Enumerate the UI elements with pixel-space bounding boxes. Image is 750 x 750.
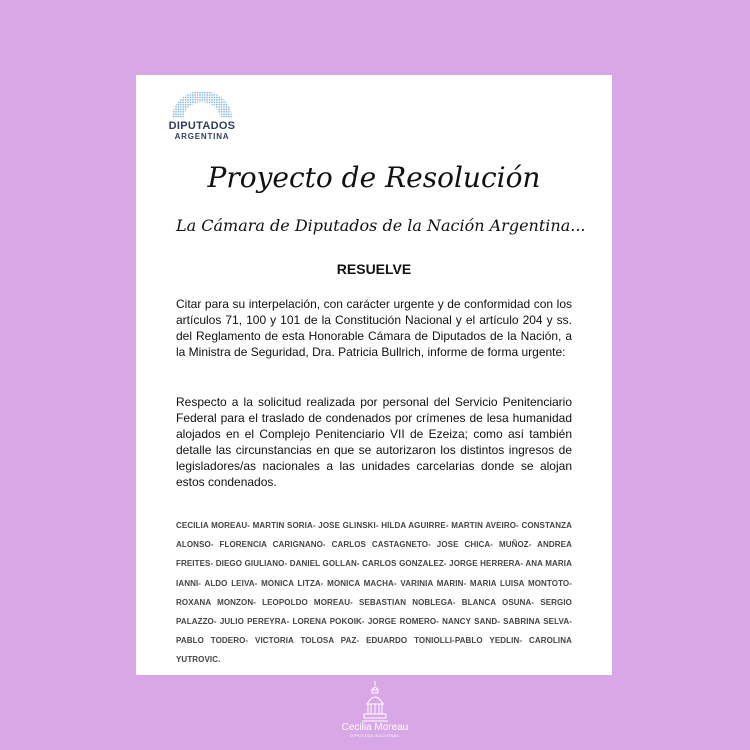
congress-hemicycle-icon	[170, 89, 234, 119]
paragraph-2: Respecto a la solicitud realizada por personal del Servicio Penitenciario Federal para el traslado de condenados por crímenes de lesa humanidad alojados en el Complejo Penitenciario VII de Ezeiza; como así también detalle las circunstancias en que se autorizaron los distintos ingresos de legisladores/as nacionales a las unidades carcelarias donde se alojan estos condenados.	[176, 395, 572, 489]
diputados-logo	[162, 89, 242, 151]
document-title: Proyecto de Resolución	[207, 161, 541, 194]
resolution-heading: RESUELVE	[336, 261, 412, 277]
document-page	[136, 75, 612, 675]
footer-name: Cecilia Moreau	[341, 722, 409, 733]
document-subtitle: La Cámara de Diputados de la Nación Argentina...	[176, 216, 586, 235]
logo-title: DIPUTADOS	[168, 120, 236, 132]
paragraph-1: Citar para su interpelación, con carácter urgente y de conformidad con los artículos 71, 100 y 101 de la Constitución Nacional y el artículo 204 y ss. del Reglamento de esta Honorable Cámara de Diputados de la Nación, a la Ministra de Seguridad, Dra. Patricia Bullrich, informe de forma urgente:	[176, 297, 572, 359]
signatories-list: CECILIA MOREAU- MARTIN SORIA- JOSE GLINSKI- HILDA AGUIRRE- MARTIN AVEIRO- CONSTANZA ALONSO- FLORENCIA CARIGNANO- CARLOS CASTAGNETO- JOSE CHICA- MUÑOZ- ANDREA FREITES- DIEGO GIULIANO- DANIEL GOLLAN- CARLOS GONZALEZ- JORGE HERRERA- ANA MARIA IANNI- ALDO LEIVA- MONICA LITZA- MONICA MACHA- VARINIA MARIN- MARIA LUISA MONTOTO- ROXANA MONZON- LEOPOLDO MOREAU- SEBASTIAN NOBLEGA- BLANCA OSUNA- SERGIO PALAZZO- JULIO PEREYRA- LORENA POKOIK- JORGE ROMERO- NANCY SAND- SABRINA SELVA- PABLO TODERO- VICTORIA TOLOSA PAZ- EDUARDO TONIOLLI-PABLO YEDLIN- CAROLINA YUTROVIC.	[176, 521, 572, 665]
capitol-dome-icon	[360, 680, 390, 724]
footer-logo	[320, 680, 430, 750]
logo-subtitle: ARGENTINA	[174, 132, 230, 141]
footer-subtitle: DIPUTADA NACIONAL	[350, 733, 400, 738]
